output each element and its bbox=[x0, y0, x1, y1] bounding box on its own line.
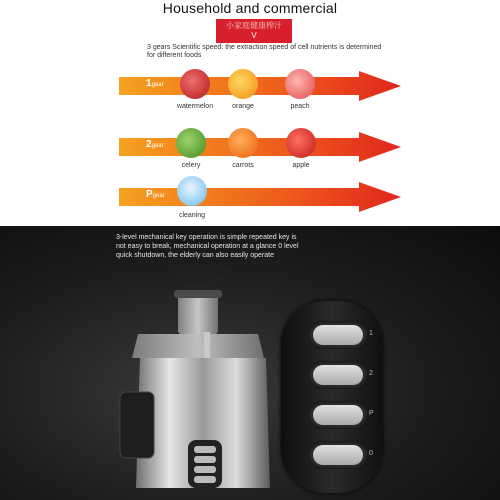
panel-label: 2 bbox=[369, 370, 373, 377]
speed-description: 3 gears Scientific speed: the extraction speed of cell nutrients is determined for different foods bbox=[147, 44, 382, 59]
chevron-down-icon: V bbox=[251, 31, 257, 40]
item-label: celery bbox=[181, 162, 201, 169]
item-label: apple bbox=[292, 162, 310, 169]
control-description: 3-level mechanical key operation is simple repeated key is not easy to break, mechanical operation at a glance 0 level quick shutdown, the elderly can also easily operate bbox=[116, 234, 299, 259]
title-banner bbox=[216, 19, 292, 43]
speed-2-button[interactable] bbox=[308, 361, 368, 389]
page-title: Household and commercial bbox=[162, 0, 338, 16]
control-section bbox=[0, 226, 500, 500]
item-label: watermelon bbox=[176, 103, 214, 110]
speed-section bbox=[0, 0, 500, 226]
gear-p-label: Pgear bbox=[146, 189, 165, 200]
peach-icon bbox=[285, 69, 315, 99]
gear-row-2 bbox=[0, 122, 500, 172]
gear-1-label: 1gear bbox=[146, 78, 164, 89]
control-panel bbox=[281, 301, 383, 493]
orange-icon bbox=[228, 69, 258, 99]
gear-row-1 bbox=[0, 61, 500, 111]
gear-row-p bbox=[0, 172, 500, 222]
banner-text: 小家庭健康榨汁 bbox=[226, 21, 282, 30]
panel-label: 0 bbox=[369, 450, 373, 457]
apple-icon bbox=[286, 128, 316, 158]
item-label: peach bbox=[290, 103, 310, 110]
watermelon-icon bbox=[180, 69, 210, 99]
panel-label: P bbox=[369, 410, 374, 417]
panel-label: 1 bbox=[369, 330, 373, 337]
gear-2-label: 2gear bbox=[146, 139, 164, 150]
item-label: cleaning bbox=[178, 212, 206, 219]
carrots-icon bbox=[228, 128, 258, 158]
water-splash-icon bbox=[177, 176, 207, 206]
off-button[interactable] bbox=[308, 441, 368, 469]
celery-icon bbox=[176, 128, 206, 158]
item-label: orange bbox=[232, 103, 254, 110]
item-label: carrots bbox=[232, 162, 254, 169]
pulse-button[interactable] bbox=[308, 401, 368, 429]
juicer-image bbox=[118, 288, 274, 494]
speed-1-button[interactable] bbox=[308, 321, 368, 349]
